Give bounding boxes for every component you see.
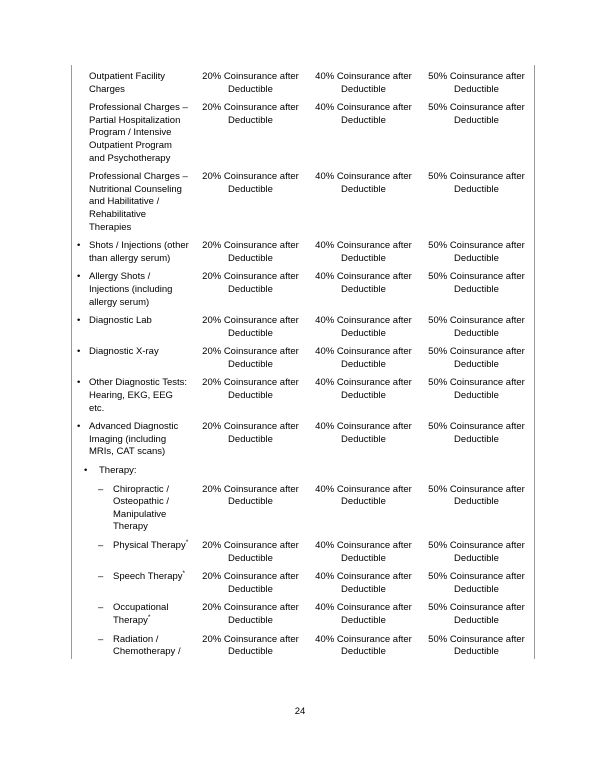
benefit-label-cell — [72, 234, 194, 265]
deductible-text: Deductible — [454, 614, 499, 626]
benefit-value-cell-tier2 — [307, 628, 420, 659]
benefit-value-cell-tier3 — [420, 371, 533, 402]
table-row — [72, 165, 534, 234]
table-row — [72, 415, 534, 459]
benefit-value-cell-tier1 — [194, 565, 307, 596]
dash-marker-icon: – — [98, 602, 104, 614]
benefit-value-cell-tier2 — [307, 265, 420, 296]
benefit-label-text: Allergy Shots / Injections (including allergy serum) — [89, 271, 173, 308]
benefit-value-cell-tier3 — [420, 478, 533, 509]
bullet-marker-icon: • — [77, 240, 81, 252]
dash-marker-icon: – — [98, 483, 104, 495]
deductible-text: Deductible — [341, 252, 386, 264]
benefit-value-cell-tier3 — [420, 628, 533, 659]
table-row — [72, 596, 534, 627]
coinsurance-text: 40% Coinsurance after — [315, 271, 412, 283]
benefit-value-cell-tier1 — [194, 340, 307, 371]
deductible-text: Deductible — [228, 252, 273, 264]
coinsurance-text: 20% Coinsurance after — [202, 271, 299, 283]
page-number: 24 — [294, 706, 306, 717]
benefit-label-text: Shots / Injections (other than allergy serum) — [89, 240, 189, 264]
benefit-value-cell-tier2 — [307, 234, 420, 265]
benefit-value-cell-tier3 — [420, 309, 533, 340]
deductible-text: Deductible — [341, 83, 386, 95]
coinsurance-text: 20% Coinsurance after — [202, 377, 299, 389]
coinsurance-text: 40% Coinsurance after — [315, 602, 412, 614]
deductible-text: Deductible — [228, 552, 273, 564]
coinsurance-text: 50% Coinsurance after — [428, 602, 525, 614]
coinsurance-text: 20% Coinsurance after — [202, 571, 299, 583]
benefit-value-cell-tier2 — [307, 565, 420, 596]
deductible-text: Deductible — [341, 583, 386, 595]
deductible-text: Deductible — [228, 646, 273, 658]
deductible-text: Deductible — [228, 114, 273, 126]
coinsurance-text: 50% Coinsurance after — [428, 240, 525, 252]
benefit-value-cell-tier3 — [420, 415, 533, 446]
benefit-label-text: Professional Charges – Partial Hospitalization Program / Intensive Outpatient Program and Psychotherapy — [89, 102, 188, 164]
bullet-marker-icon: • — [84, 465, 88, 477]
benefit-value-cell-tier3 — [420, 65, 533, 96]
benefit-value-cell-tier3 — [420, 340, 533, 371]
benefit-value-cell-tier1 — [194, 478, 307, 509]
benefit-value-cell-tier3 — [420, 234, 533, 265]
benefit-label-cell — [72, 340, 194, 359]
table-row — [72, 309, 534, 340]
coinsurance-text: 40% Coinsurance after — [315, 483, 412, 495]
deductible-text: Deductible — [454, 283, 499, 295]
benefit-value-cell-tier1 — [194, 165, 307, 196]
benefit-label-cell — [72, 309, 194, 328]
benefit-value-cell-tier2 — [307, 596, 420, 627]
footnote-marker: * — [147, 613, 151, 621]
table-row — [72, 265, 534, 309]
deductible-text: Deductible — [454, 252, 499, 264]
deductible-text: Deductible — [228, 183, 273, 195]
deductible-text: Deductible — [341, 433, 386, 445]
coinsurance-text: 20% Coinsurance after — [202, 171, 299, 183]
deductible-text: Deductible — [341, 358, 386, 370]
benefit-value-cell-tier2 — [307, 415, 420, 446]
benefit-label-cell — [72, 565, 194, 584]
benefit-value-cell-tier1 — [194, 534, 307, 565]
benefit-label-text: Physical Therapy* — [113, 538, 189, 551]
table-row — [72, 628, 534, 659]
deductible-text: Deductible — [454, 114, 499, 126]
benefit-value-cell-tier2 — [307, 309, 420, 340]
benefit-label-text: Diagnostic X-ray — [89, 346, 159, 358]
benefit-label-cell — [72, 534, 194, 553]
coinsurance-text: 50% Coinsurance after — [428, 540, 525, 551]
benefit-value-cell-tier1 — [194, 459, 307, 465]
benefit-value-cell-tier3 — [420, 565, 533, 596]
footnote-marker: * — [182, 570, 186, 578]
benefit-label-text: Therapy: — [99, 465, 137, 477]
deductible-text: Deductible — [228, 583, 273, 595]
benefit-value-cell-tier2 — [307, 65, 420, 96]
benefit-label-cell — [72, 96, 194, 165]
benefit-label-text: Diagnostic Lab — [89, 315, 152, 327]
coinsurance-text: 50% Coinsurance after — [428, 71, 525, 82]
benefit-label-cell — [72, 165, 194, 234]
deductible-text: Deductible — [228, 390, 273, 402]
deductible-text: Deductible — [454, 83, 499, 95]
benefit-label-text: Professional Charges – Nutritional Counseling and Habilitative / Rehabilitative Therapies — [89, 171, 188, 233]
benefit-label-cell — [72, 628, 194, 659]
benefit-value-cell-tier1 — [194, 596, 307, 627]
coinsurance-text: 40% Coinsurance after — [315, 315, 412, 327]
coinsurance-text: 20% Coinsurance after — [202, 633, 299, 645]
benefit-value-cell-tier1 — [194, 65, 307, 96]
deductible-text: Deductible — [341, 390, 386, 402]
benefit-value-cell-tier3 — [420, 596, 533, 627]
coinsurance-text: 50% Coinsurance after — [428, 377, 525, 389]
coinsurance-text: 20% Coinsurance after — [202, 102, 299, 114]
benefit-value-cell-tier3 — [420, 96, 533, 127]
benefit-value-cell-tier2 — [307, 165, 420, 196]
benefit-label-text: Radiation / Chemotherapy / — [113, 633, 181, 658]
benefit-value-cell-tier2 — [307, 459, 420, 465]
benefit-value-cell-tier1 — [194, 96, 307, 127]
coinsurance-text: 20% Coinsurance after — [202, 421, 299, 433]
table-row — [72, 234, 534, 265]
benefit-value-cell-tier1 — [194, 309, 307, 340]
deductible-text: Deductible — [228, 283, 273, 295]
coinsurance-text: 40% Coinsurance after — [315, 377, 412, 389]
table-row — [72, 371, 534, 415]
benefit-label-text: Chiropractic / Osteopathic / Manipulative Therapy — [113, 483, 169, 533]
coinsurance-text: 20% Coinsurance after — [202, 240, 299, 252]
deductible-text: Deductible — [454, 183, 499, 195]
coinsurance-text: 50% Coinsurance after — [428, 271, 525, 283]
benefit-value-cell-tier2 — [307, 96, 420, 127]
coinsurance-text: 40% Coinsurance after — [315, 71, 412, 82]
table-row — [72, 65, 534, 96]
benefit-value-cell-tier3 — [420, 459, 533, 465]
bullet-marker-icon: • — [77, 377, 81, 389]
deductible-text: Deductible — [454, 583, 499, 595]
deductible-text: Deductible — [454, 646, 499, 658]
benefit-value-cell-tier3 — [420, 165, 533, 196]
coinsurance-text: 40% Coinsurance after — [315, 421, 412, 433]
deductible-text: Deductible — [454, 552, 499, 564]
coinsurance-text: 40% Coinsurance after — [315, 571, 412, 583]
coinsurance-text: 40% Coinsurance after — [315, 540, 412, 551]
table-row — [72, 96, 534, 165]
benefit-value-cell-tier1 — [194, 371, 307, 402]
deductible-text: Deductible — [341, 114, 386, 126]
coinsurance-text: 50% Coinsurance after — [428, 633, 525, 645]
benefit-label-cell — [72, 65, 194, 96]
coinsurance-text: 40% Coinsurance after — [315, 171, 412, 183]
table-row — [72, 340, 534, 371]
benefit-value-cell-tier2 — [307, 478, 420, 509]
coinsurance-text: 40% Coinsurance after — [315, 346, 412, 358]
coinsurance-text: 20% Coinsurance after — [202, 71, 299, 82]
footnote-marker: * — [185, 538, 189, 546]
deductible-text: Deductible — [228, 496, 273, 508]
coinsurance-text: 20% Coinsurance after — [202, 602, 299, 614]
deductible-text: Deductible — [341, 552, 386, 564]
deductible-text: Deductible — [454, 358, 499, 370]
deductible-text: Deductible — [341, 327, 386, 339]
dash-marker-icon: – — [98, 633, 104, 645]
bullet-marker-icon: • — [77, 315, 81, 327]
table-row — [72, 459, 534, 478]
bullet-marker-icon: • — [77, 346, 81, 358]
benefit-value-cell-tier2 — [307, 371, 420, 402]
coinsurance-text: 50% Coinsurance after — [428, 571, 525, 583]
dash-marker-icon: – — [98, 571, 104, 583]
coinsurance-text: 50% Coinsurance after — [428, 315, 525, 327]
deductible-text: Deductible — [341, 614, 386, 626]
coinsurance-text: 50% Coinsurance after — [428, 102, 525, 114]
bullet-marker-icon: • — [77, 271, 81, 283]
deductible-text: Deductible — [228, 614, 273, 626]
deductible-text: Deductible — [454, 433, 499, 445]
benefit-label-cell — [72, 415, 194, 459]
benefit-value-cell-tier1 — [194, 628, 307, 659]
deductible-text: Deductible — [228, 433, 273, 445]
deductible-text: Deductible — [228, 83, 273, 95]
benefit-value-cell-tier2 — [307, 534, 420, 565]
deductible-text: Deductible — [341, 183, 386, 195]
deductible-text: Deductible — [341, 283, 386, 295]
benefit-label-text: Outpatient Facility Charges — [89, 71, 166, 95]
deductible-text: Deductible — [454, 327, 499, 339]
coinsurance-text: 50% Coinsurance after — [428, 346, 525, 358]
benefit-label-text: Other Diagnostic Tests: Hearing, EKG, EEG etc. — [89, 377, 188, 414]
coinsurance-text: 50% Coinsurance after — [428, 171, 525, 183]
coinsurance-text: 20% Coinsurance after — [202, 483, 299, 495]
table-row — [72, 565, 534, 596]
benefit-value-cell-tier1 — [194, 415, 307, 446]
benefits-table — [71, 65, 535, 659]
coinsurance-text: 20% Coinsurance after — [202, 540, 299, 551]
coinsurance-text: 20% Coinsurance after — [202, 346, 299, 358]
coinsurance-text: 50% Coinsurance after — [428, 483, 525, 495]
benefit-label-text: Advanced Diagnostic Imaging (including MRIs, CAT scans) — [89, 421, 179, 458]
benefit-value-cell-tier3 — [420, 265, 533, 296]
benefit-label-cell — [72, 478, 194, 534]
benefit-label-cell — [72, 596, 194, 627]
deductible-text: Deductible — [454, 496, 499, 508]
coinsurance-text: 40% Coinsurance after — [315, 240, 412, 252]
table-row — [72, 478, 534, 534]
coinsurance-text: 50% Coinsurance after — [428, 421, 525, 433]
benefit-value-cell-tier3 — [420, 534, 533, 565]
coinsurance-text: 40% Coinsurance after — [315, 102, 412, 114]
benefit-value-cell-tier2 — [307, 340, 420, 371]
deductible-text: Deductible — [341, 496, 386, 508]
benefit-value-cell-tier1 — [194, 234, 307, 265]
coinsurance-text: 40% Coinsurance after — [315, 633, 412, 645]
benefit-label-cell — [72, 459, 194, 478]
benefit-label-cell — [72, 265, 194, 309]
deductible-text: Deductible — [228, 358, 273, 370]
deductible-text: Deductible — [341, 646, 386, 658]
benefit-value-cell-tier1 — [194, 265, 307, 296]
deductible-text: Deductible — [228, 327, 273, 339]
benefit-label-cell — [72, 371, 194, 415]
dash-marker-icon: – — [98, 540, 104, 551]
deductible-text: Deductible — [454, 390, 499, 402]
bullet-marker-icon: • — [77, 421, 81, 433]
benefit-label-text: Speech Therapy* — [113, 570, 186, 583]
coinsurance-text: 20% Coinsurance after — [202, 315, 299, 327]
benefit-label-text: Occupational Therapy* — [113, 602, 169, 626]
table-row — [72, 534, 534, 565]
